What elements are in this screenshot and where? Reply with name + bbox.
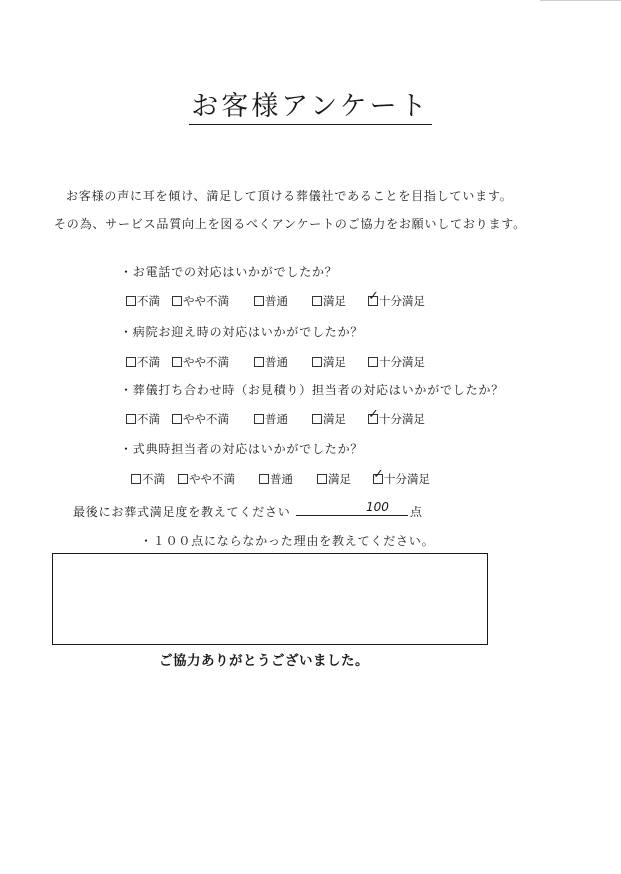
checkbox[interactable] <box>254 357 264 367</box>
check-mark-icon: ✓ <box>373 467 384 482</box>
checkbox[interactable] <box>259 474 269 484</box>
check-mark-icon: ✓ <box>368 289 379 304</box>
question-1-text: ・お電話での対応はいかがでしたか？ <box>120 265 338 279</box>
score-label: 最後にお葬式満足度を教えてください <box>73 505 291 519</box>
q4-option-futsu[interactable]: 普通 <box>259 471 293 487</box>
intro-line-1: お客様の声に耳を傾け、満足して頂ける葬儀社であることを目指しています。 <box>66 189 513 203</box>
checkbox-checked[interactable] <box>368 407 379 424</box>
q1-option-fuman[interactable]: 不満 <box>126 293 160 309</box>
scan-edge-mark <box>540 0 621 1</box>
reason-text-area[interactable] <box>52 553 488 645</box>
checkbox[interactable] <box>126 296 136 306</box>
q3-option-fuman[interactable]: 不満 <box>126 411 160 427</box>
intro-line-2: その為、サービス品質向上を図るべくアンケートのご協力をお願いしております。 <box>54 217 526 231</box>
score-input-line[interactable] <box>296 499 408 516</box>
question-3-text: ・葬儀打ち合わせ時（お見積り）担当者の対応はいかがでしたか？ <box>120 383 505 397</box>
q4-option-manzoku[interactable]: 満足 <box>317 471 351 487</box>
q2-option-fuman[interactable]: 不満 <box>126 354 160 370</box>
reason-prompt: ・１００点にならなかった理由を教えてください。 <box>140 534 435 548</box>
checkbox[interactable] <box>126 414 136 424</box>
checkbox-checked[interactable] <box>368 289 379 306</box>
checkbox[interactable] <box>312 296 322 306</box>
checkbox[interactable] <box>172 357 182 367</box>
checkbox[interactable] <box>317 474 327 484</box>
question-4-text: ・式典時担当者の対応はいかがでしたか？ <box>120 442 364 456</box>
checkbox[interactable] <box>126 357 136 367</box>
checkbox[interactable] <box>312 414 322 424</box>
score-unit: 点 <box>410 505 423 519</box>
checkbox[interactable] <box>172 296 182 306</box>
q3-option-manzoku[interactable]: 満足 <box>312 411 346 427</box>
q3-option-jubun-manzoku[interactable]: ✓ 十分満足 <box>368 407 425 426</box>
q4-option-jubun-manzoku[interactable]: ✓ 十分満足 <box>373 467 430 486</box>
check-mark-icon: ✓ <box>368 407 379 422</box>
checkbox[interactable] <box>254 414 264 424</box>
q2-option-manzoku[interactable]: 満足 <box>312 354 346 370</box>
checkbox[interactable] <box>312 357 322 367</box>
checkbox[interactable] <box>254 296 264 306</box>
checkbox[interactable] <box>178 474 188 484</box>
score-value: 100 <box>366 500 389 514</box>
q4-option-yaya-fuman[interactable]: やや不満 <box>178 471 235 487</box>
q2-option-yaya-fuman[interactable]: やや不満 <box>172 354 229 370</box>
q3-option-yaya-fuman[interactable]: やや不満 <box>172 411 229 427</box>
checkbox[interactable] <box>172 414 182 424</box>
q3-option-futsu[interactable]: 普通 <box>254 411 288 427</box>
thanks-message: ご協力ありがとうございました。 <box>159 653 369 669</box>
q4-option-fuman[interactable]: 不満 <box>131 471 165 487</box>
q1-option-manzoku[interactable]: 満足 <box>312 293 346 309</box>
q2-option-jubun-manzoku[interactable]: 十分満足 <box>368 354 425 370</box>
survey-title: お客様アンケート <box>0 84 621 123</box>
checkbox[interactable] <box>131 474 141 484</box>
q1-option-jubun-manzoku[interactable]: ✓ 十分満足 <box>368 289 425 308</box>
checkbox-checked[interactable] <box>373 467 384 484</box>
q1-option-yaya-fuman[interactable]: やや不満 <box>172 293 229 309</box>
question-2-text: ・病院お迎え時の対応はいかがでしたか？ <box>120 325 364 339</box>
q1-option-futsu[interactable]: 普通 <box>254 293 288 309</box>
checkbox[interactable] <box>368 357 378 367</box>
q2-option-futsu[interactable]: 普通 <box>254 354 288 370</box>
